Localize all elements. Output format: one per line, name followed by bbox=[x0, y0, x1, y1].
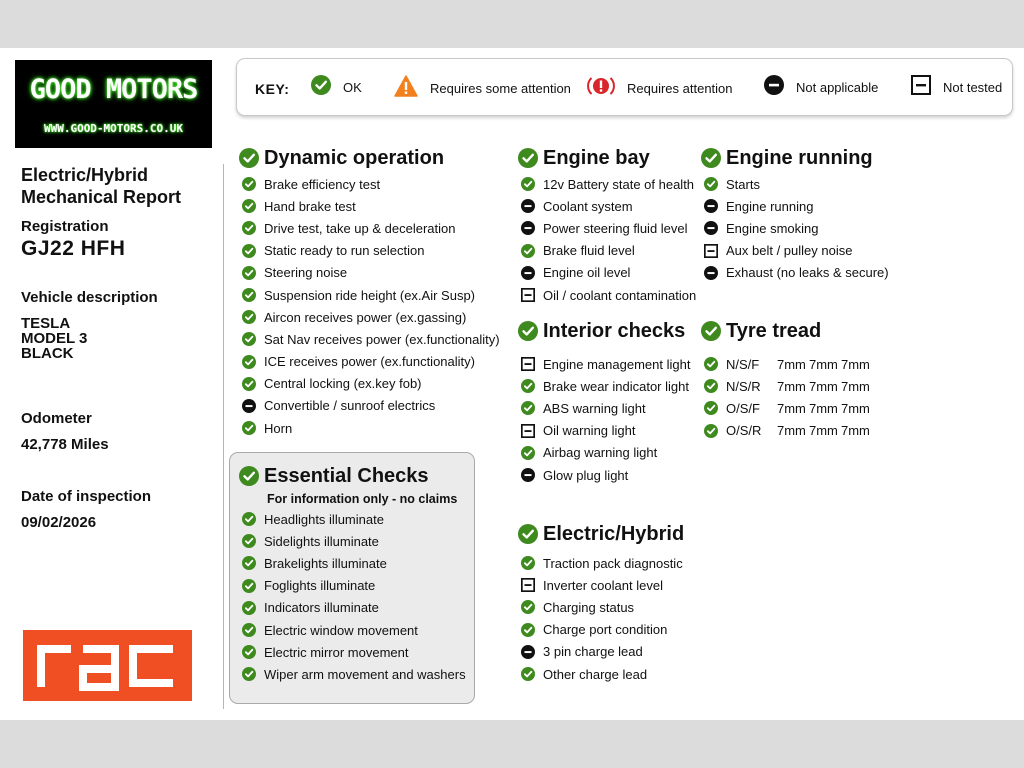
ok-icon bbox=[242, 288, 256, 302]
key-label-not-applicable: Not applicable bbox=[796, 79, 879, 95]
ok-icon bbox=[242, 177, 256, 191]
section-title bbox=[701, 319, 873, 343]
alert-icon bbox=[587, 75, 615, 97]
check-item-label: Wiper arm movement and washers bbox=[264, 666, 466, 682]
status-key bbox=[236, 58, 1013, 116]
section-engine-running bbox=[701, 146, 889, 284]
check-item-label: Brake fluid level bbox=[543, 243, 635, 259]
ok-icon bbox=[518, 148, 538, 168]
registration-value: GJ22 HFH bbox=[21, 237, 126, 260]
tyre-row bbox=[701, 397, 873, 419]
ok-icon bbox=[521, 600, 535, 614]
ok-icon bbox=[518, 321, 538, 341]
check-item-label: Hand brake test bbox=[264, 198, 356, 214]
key-title: KEY: bbox=[255, 81, 290, 97]
not-applicable-icon bbox=[521, 199, 535, 213]
check-item-label: Indicators illuminate bbox=[264, 600, 379, 616]
tyre-row bbox=[701, 375, 873, 397]
section-title-text: Dynamic operation bbox=[264, 146, 445, 169]
check-item-label: Engine management light bbox=[543, 356, 691, 372]
not-applicable-icon bbox=[521, 266, 535, 280]
check-item-label: Horn bbox=[264, 420, 293, 436]
section-title-text: Essential Checks bbox=[264, 464, 429, 487]
section-engine-bay bbox=[518, 146, 696, 306]
key-label-warning: Requires some attention bbox=[430, 80, 571, 96]
check-item-label: Convertible / sunroof electrics bbox=[264, 398, 436, 414]
check-item-label: Brake wear indicator light bbox=[543, 378, 689, 394]
check-item bbox=[239, 663, 466, 685]
logo-name: GOOD MOTORS bbox=[29, 74, 198, 105]
section-title bbox=[518, 522, 684, 546]
check-item bbox=[239, 619, 466, 641]
section-title-text: Engine running bbox=[726, 146, 873, 169]
check-item bbox=[518, 375, 690, 397]
date-label: Date of inspection bbox=[21, 488, 152, 505]
check-list bbox=[239, 173, 500, 439]
check-item-label: Brake efficiency test bbox=[264, 176, 381, 192]
ok-icon bbox=[521, 556, 535, 570]
not-applicable-icon bbox=[242, 399, 256, 413]
check-item-label: Traction pack diagnostic bbox=[543, 555, 683, 571]
key-item-ok bbox=[311, 75, 362, 95]
check-item bbox=[239, 508, 466, 530]
tyre-depth: 7mm bbox=[777, 423, 806, 439]
check-item bbox=[518, 641, 684, 663]
check-item bbox=[239, 530, 466, 552]
check-list bbox=[518, 173, 696, 306]
check-item bbox=[518, 663, 684, 685]
check-list bbox=[518, 353, 690, 486]
check-item bbox=[518, 442, 690, 464]
check-item-label: Static ready to run selection bbox=[264, 243, 425, 259]
ok-icon bbox=[239, 466, 259, 486]
tyre-depth: 7mm bbox=[777, 378, 806, 394]
check-item bbox=[239, 597, 466, 619]
tyre-table bbox=[701, 353, 873, 442]
check-item-label: ICE receives power (ex.functionality) bbox=[264, 354, 475, 370]
check-item-label: Engine smoking bbox=[726, 220, 819, 236]
tyre-position: O/S/R bbox=[726, 423, 762, 439]
column-divider bbox=[223, 164, 224, 709]
check-item bbox=[518, 173, 696, 195]
ok-icon bbox=[242, 244, 256, 258]
ok-icon bbox=[704, 379, 718, 393]
check-item bbox=[518, 397, 690, 419]
check-item bbox=[518, 552, 684, 574]
ok-icon bbox=[242, 199, 256, 213]
check-item-label: Inverter coolant level bbox=[543, 577, 663, 593]
check-item bbox=[239, 262, 500, 284]
key-label-ok: OK bbox=[343, 79, 362, 95]
check-item bbox=[518, 262, 696, 284]
ok-icon bbox=[701, 148, 721, 168]
section-essential-checks bbox=[239, 464, 466, 686]
check-item-label: Other charge lead bbox=[543, 666, 648, 682]
check-item-label: Suspension ride height (ex.Air Susp) bbox=[264, 287, 476, 303]
key-item-not-tested bbox=[911, 75, 1002, 95]
vehicle-model: MODEL 3 bbox=[21, 330, 88, 347]
check-item bbox=[701, 195, 889, 217]
ok-icon bbox=[242, 601, 256, 615]
ok-icon bbox=[521, 623, 535, 637]
ok-icon bbox=[701, 321, 721, 341]
not-tested-icon bbox=[521, 424, 535, 438]
check-item-label: Oil warning light bbox=[543, 423, 636, 439]
section-subtitle: For information only - no claims bbox=[267, 492, 458, 506]
tyre-row bbox=[701, 420, 873, 442]
good-motors-logo bbox=[15, 60, 212, 148]
check-item bbox=[518, 284, 696, 306]
not-applicable-icon bbox=[521, 221, 535, 235]
check-item-label: Oil / coolant contamination bbox=[543, 287, 697, 303]
tyre-depth: 7mm bbox=[841, 400, 870, 416]
ok-icon bbox=[242, 512, 256, 526]
check-item bbox=[239, 328, 500, 350]
tyre-depth: 7mm bbox=[841, 378, 870, 394]
check-list bbox=[518, 552, 684, 685]
registration-label: Registration bbox=[21, 218, 109, 235]
rac-logo bbox=[23, 630, 192, 701]
tyre-depth: 7mm bbox=[809, 378, 838, 394]
not-applicable-icon bbox=[704, 266, 718, 280]
logo-url: WWW.GOOD-MOTORS.CO.UK bbox=[43, 122, 184, 135]
check-item-label: Sidelights illuminate bbox=[264, 533, 379, 549]
ok-icon bbox=[242, 310, 256, 324]
vehicle-colour: BLACK bbox=[21, 345, 74, 362]
ok-icon bbox=[242, 623, 256, 637]
check-item-label: Glow plug light bbox=[543, 467, 629, 483]
check-item-label: Headlights illuminate bbox=[264, 511, 384, 527]
ok-icon bbox=[521, 177, 535, 191]
check-item-label: Brakelights illuminate bbox=[264, 555, 387, 571]
check-item bbox=[239, 217, 500, 239]
ok-icon bbox=[704, 401, 718, 415]
ok-icon bbox=[242, 332, 256, 346]
check-item-label: 3 pin charge lead bbox=[543, 644, 643, 660]
check-item bbox=[518, 240, 696, 262]
rac-logo-mark bbox=[33, 641, 183, 691]
check-item bbox=[701, 262, 889, 284]
ok-icon bbox=[704, 177, 718, 191]
key-item-not-applicable bbox=[764, 75, 878, 95]
section-dynamic-operation bbox=[239, 146, 500, 439]
check-item-label: Foglights illuminate bbox=[264, 578, 376, 594]
check-item-label: ABS warning light bbox=[543, 400, 646, 416]
section-tyre-tread bbox=[701, 319, 873, 442]
vehicle-description-value bbox=[21, 316, 87, 361]
report-sheet bbox=[0, 48, 1024, 720]
section-title-text: Electric/Hybrid bbox=[543, 522, 685, 545]
check-item bbox=[518, 217, 696, 239]
ok-icon bbox=[242, 266, 256, 280]
not-tested-icon bbox=[521, 357, 535, 371]
ok-icon bbox=[704, 357, 718, 371]
section-title-text: Tyre tread bbox=[726, 319, 822, 342]
check-item-label: Electric window movement bbox=[264, 622, 418, 638]
check-item bbox=[239, 395, 500, 417]
check-item bbox=[518, 353, 690, 375]
check-item-label: Engine oil level bbox=[543, 265, 631, 281]
tyre-depth: 7mm bbox=[777, 400, 806, 416]
ok-icon bbox=[521, 446, 535, 460]
ok-icon bbox=[242, 377, 256, 391]
check-item-label: Starts bbox=[726, 176, 760, 192]
tyre-depth: 7mm bbox=[809, 356, 838, 372]
vehicle-make: TESLA bbox=[21, 315, 71, 332]
not-applicable-icon bbox=[521, 468, 535, 482]
tyre-depth: 7mm bbox=[809, 400, 838, 416]
ok-icon bbox=[704, 424, 718, 438]
check-item bbox=[239, 195, 500, 217]
check-item bbox=[701, 217, 889, 239]
check-item-label: Airbag warning light bbox=[543, 445, 658, 461]
check-item bbox=[518, 619, 684, 641]
check-item-label: Steering noise bbox=[264, 265, 348, 281]
check-item bbox=[239, 575, 466, 597]
tyre-row bbox=[701, 353, 873, 375]
ok-icon bbox=[521, 401, 535, 415]
not-applicable-icon bbox=[764, 75, 784, 95]
check-item-label: Central locking (ex.key fob) bbox=[264, 376, 422, 392]
check-item-label: Aux belt / pulley noise bbox=[726, 243, 853, 259]
report-title-line1: Electric/Hybrid bbox=[21, 165, 149, 185]
check-item-label: Aircon receives power (ex.gassing) bbox=[264, 309, 467, 325]
tyre-depth: 7mm bbox=[841, 356, 870, 372]
check-item bbox=[239, 351, 500, 373]
ok-icon bbox=[242, 355, 256, 369]
section-title-text: Interior checks bbox=[543, 319, 686, 342]
section-interior-checks bbox=[518, 319, 690, 486]
ok-icon bbox=[242, 556, 256, 570]
not-applicable-icon bbox=[704, 199, 718, 213]
check-item bbox=[518, 195, 696, 217]
report-title bbox=[21, 164, 181, 208]
tyre-depth: 7mm bbox=[809, 423, 838, 439]
date-value: 09/02/2026 bbox=[21, 514, 97, 531]
check-item bbox=[518, 574, 684, 596]
not-applicable-icon bbox=[521, 645, 535, 659]
check-item-label: Coolant system bbox=[543, 198, 633, 214]
ok-icon bbox=[521, 244, 535, 258]
tyre-depth: 7mm bbox=[841, 423, 870, 439]
tyre-depth: 7mm bbox=[777, 356, 806, 372]
check-item-label: Sat Nav receives power (ex.functionality) bbox=[264, 331, 500, 347]
check-item bbox=[239, 552, 466, 574]
ok-icon bbox=[242, 645, 256, 659]
check-item bbox=[701, 173, 889, 195]
check-item bbox=[239, 240, 500, 262]
check-item-label: Drive test, take up & deceleration bbox=[264, 220, 456, 236]
ok-icon bbox=[311, 75, 331, 95]
warning-triangle-icon bbox=[394, 75, 418, 97]
vehicle-description-label: Vehicle description bbox=[21, 289, 158, 306]
ok-icon bbox=[242, 579, 256, 593]
odometer-label: Odometer bbox=[21, 410, 92, 427]
section-title bbox=[518, 146, 696, 170]
ok-icon bbox=[242, 534, 256, 548]
tyre-position: N/S/R bbox=[726, 378, 761, 394]
key-item-alert bbox=[587, 75, 733, 97]
check-item bbox=[518, 596, 684, 618]
section-title bbox=[239, 464, 466, 488]
key-label-not-tested: Not tested bbox=[943, 79, 1003, 95]
tyre-position: N/S/F bbox=[726, 356, 760, 372]
check-item bbox=[239, 417, 500, 439]
check-item-label: Charge port condition bbox=[543, 622, 668, 638]
not-tested-icon bbox=[704, 244, 718, 258]
not-tested-icon bbox=[911, 75, 931, 95]
check-list bbox=[701, 173, 889, 284]
key-item-warning bbox=[394, 75, 571, 97]
not-tested-icon bbox=[521, 578, 535, 592]
section-title-text: Engine bay bbox=[543, 146, 650, 169]
not-tested-icon bbox=[521, 288, 535, 302]
check-item bbox=[239, 641, 466, 663]
tyre-position: O/S/F bbox=[726, 400, 760, 416]
check-item bbox=[518, 420, 690, 442]
ok-icon bbox=[239, 148, 259, 168]
check-item bbox=[518, 464, 690, 486]
check-item-label: Power steering fluid level bbox=[543, 220, 688, 236]
section-title bbox=[518, 319, 690, 343]
section-title bbox=[701, 146, 889, 170]
check-item bbox=[239, 373, 500, 395]
check-item bbox=[239, 306, 500, 328]
key-label-alert: Requires attention bbox=[627, 80, 733, 96]
ok-icon bbox=[518, 524, 538, 544]
ok-icon bbox=[242, 421, 256, 435]
ok-icon bbox=[521, 379, 535, 393]
not-applicable-icon bbox=[704, 221, 718, 235]
check-item-label: Engine running bbox=[726, 198, 814, 214]
ok-icon bbox=[521, 667, 535, 681]
check-item bbox=[239, 284, 500, 306]
ok-icon bbox=[242, 667, 256, 681]
check-item bbox=[239, 173, 500, 195]
check-list bbox=[239, 508, 466, 686]
check-item-label: Charging status bbox=[543, 599, 635, 615]
odometer-value: 42,778 Miles bbox=[21, 436, 109, 453]
check-item-label: 12v Battery state of health bbox=[543, 176, 695, 192]
ok-icon bbox=[242, 221, 256, 235]
report-title-line2: Mechanical Report bbox=[21, 187, 182, 207]
check-item-label: Electric mirror movement bbox=[264, 644, 409, 660]
check-item-label: Exhaust (no leaks & secure) bbox=[726, 265, 889, 281]
section-electric-hybrid bbox=[518, 522, 684, 685]
section-title bbox=[239, 146, 500, 170]
check-item bbox=[701, 240, 889, 262]
